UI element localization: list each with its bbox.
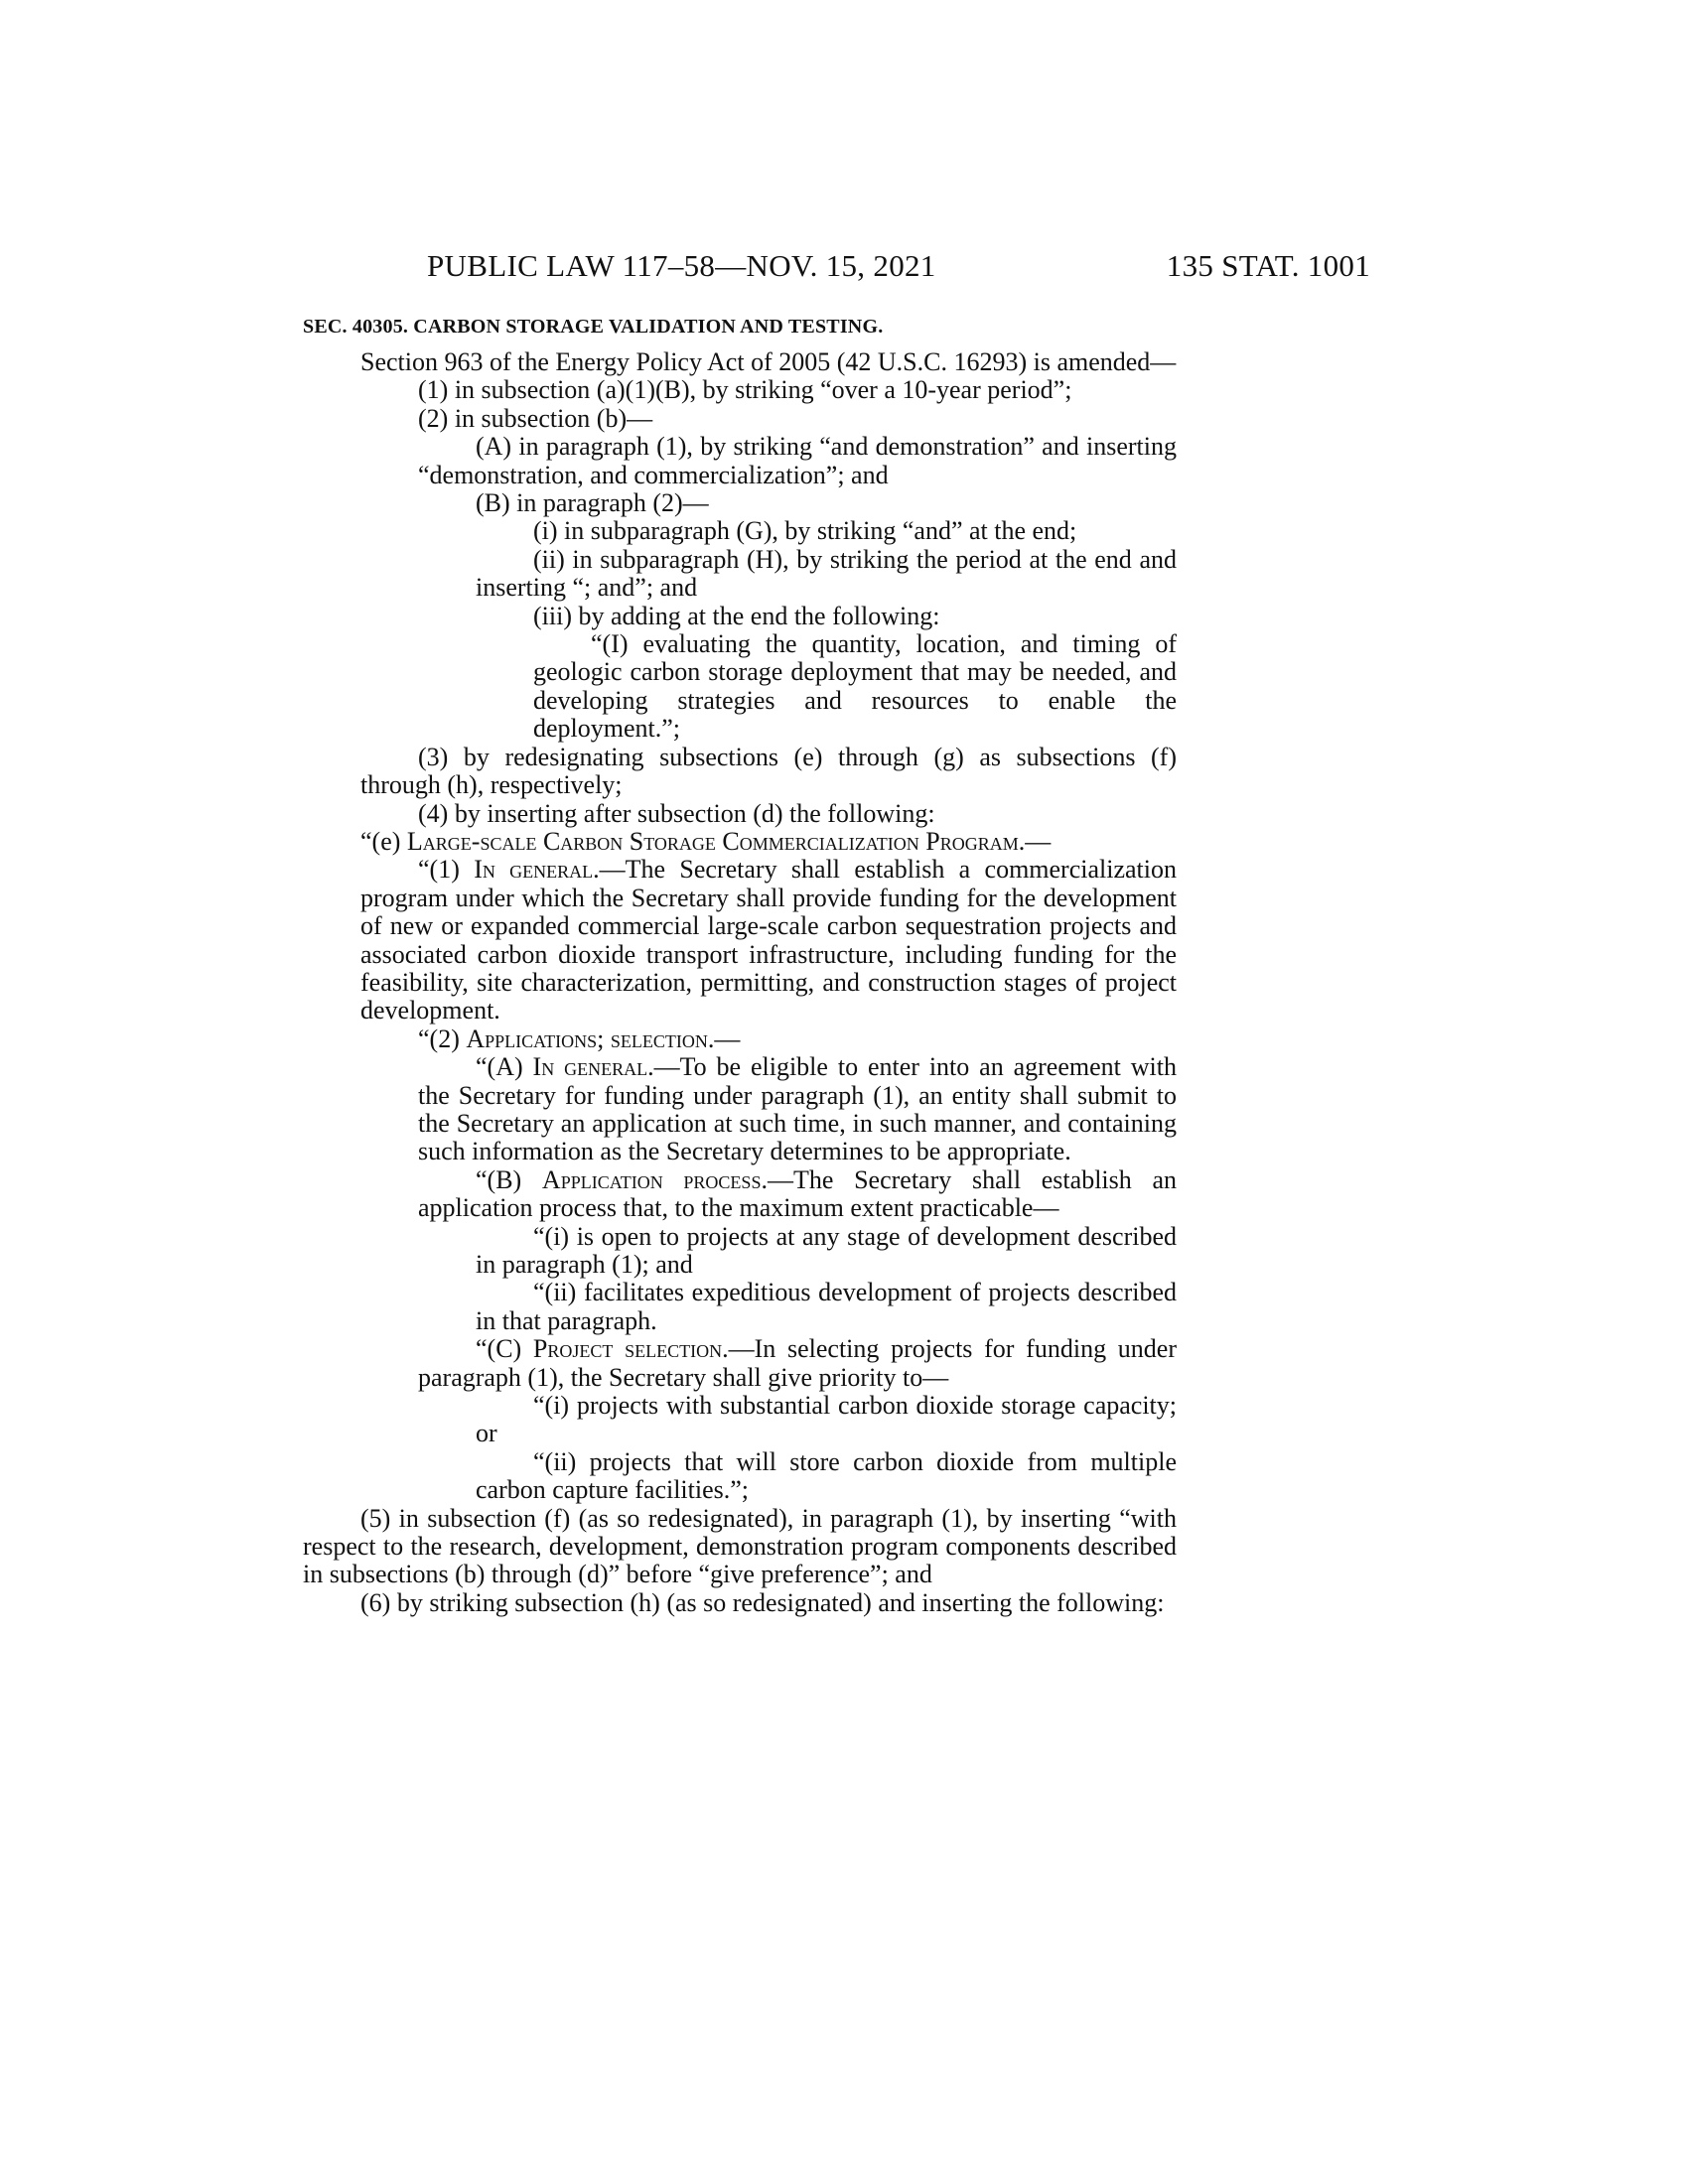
subparagraph-e2b-heading: Application process [541,1164,762,1194]
subparagraph-e2a-text: .—To be eligible to enter into an agreement with the Secretary for funding under paragraph (1), an entity shall submit to the Secretary an application at such time, in such manner, and containing such information as the Secretary determines to be appropriate. [418,1052,1177,1166]
amendment-item-2b-ii: (ii) in subparagraph (H), by striking the period at the end and inserting “; and”; and [476,544,1177,603]
subparagraph-e2c-text: .—In selecting projects for funding under paragraph (1), the Secretary shall give priority to— [418,1334,1177,1392]
paragraph-e2-number: “(2) [418,1024,467,1053]
subparagraph-e2c [418,1335,1177,1392]
subparagraph-e2c-number: “(C) [476,1334,533,1364]
amendment-item-2b: (B) in paragraph (2)— [476,488,709,518]
amendment-item-3: (3) by redesignating subsections (e) through (g) as subsections (f) through (h), respectively; [360,742,1177,800]
subparagraph-e2b-number: “(B) [476,1164,542,1194]
section-body [303,316,1177,1617]
running-head [427,248,1370,288]
subsection-e-dash: .— [1018,826,1052,856]
paragraph-e1-heading: In general [474,855,594,885]
subparagraph-e2a-heading: In general [532,1052,648,1082]
amendment-item-2b-iii: (iii) by adding at the end the following: [533,601,940,630]
subparagraph-e2c-heading: Project selection [532,1334,723,1364]
paragraph-e2-dash: .— [707,1024,741,1053]
clause-e2b-i: “(i) is open to projects at any stage of development described in paragraph (1); and [476,1221,1177,1279]
subparagraph-e2b-text: .—The Secretary shall establish an application process that, to the maximum extent practicable— [418,1164,1178,1223]
clause-e2b-ii: “(ii) facilitates expeditious development of projects described in that paragraph. [476,1278,1177,1335]
subparagraph-e2b [418,1166,1177,1223]
paragraph-e1-text: .—The Secretary shall establish a commercialization program under which the Secretary shall provide funding for the development of new or expanded commercial large-scale carbon sequestration projects and associated carbon dioxide transport infrastructure, including funding for the feasibility, site characterization, permitting, and construction stages of project development. [360,855,1177,1025]
subsection-e-number: “(e) [360,826,407,856]
amendment-item-6: (6) by striking subsection (h) (as so redesignated) and inserting the following: [360,1587,1165,1617]
running-head-title: PUBLIC LAW 117–58—NOV. 15, 2021 [427,248,936,283]
paragraph-e1 [360,856,1177,1024]
clause-e2c-ii: “(ii) projects that will store carbon dioxide from multiple carbon capture facilities.”; [476,1446,1177,1505]
subsection-e-title: Large-scale Carbon Storage Commercialization Program [406,826,1019,856]
amendment-item-4: (4) by inserting after subsection (d) the following: [418,798,935,828]
inserted-subsection-e-heading [303,828,1177,856]
amendment-item-2a: (A) in paragraph (1), by striking “and demonstration” and inserting “demonstration, and commercialization”; and [418,432,1177,489]
paragraph-e2-heading [360,1025,1177,1053]
subparagraph-e2a-number: “(A) [476,1052,533,1082]
amendment-item-1: (1) in subsection (a)(1)(B), by striking “over a 10-year period”; [418,375,1072,405]
paragraph-e2-title: Applications; selection [466,1024,708,1053]
section-intro: Section 963 of the Energy Policy Act of 2005 (42 U.S.C. 16293) is amended— [360,347,1177,376]
amendment-item-2b-i: (i) in subparagraph (G), by striking “and” at the end; [533,516,1077,546]
statute-page-number: 135 STAT. 1001 [1166,248,1370,283]
subparagraph-e2a [418,1053,1177,1166]
clause-e2c-i: “(i) projects with substantial carbon dioxide storage capacity; or [476,1391,1177,1448]
inserted-subparagraph-i: “(I) evaluating the quantity, location, and timing of geologic carbon storage deployment that may be needed, and developing strategies and resources to enable the deployment.”; [533,629,1177,744]
amendment-item-2: (2) in subsection (b)— [418,403,653,433]
amendment-item-5: (5) in subsection (f) (as so redesignated), in paragraph (1), by inserting “with respect to the research, development, demonstration program components described in subsections (b) through (d)” before “give preference”; and [303,1503,1177,1589]
paragraph-e1-number: “(1) [418,855,475,885]
section-heading: SEC. 40305. CARBON STORAGE VALIDATION AND TESTING. [303,316,884,338]
